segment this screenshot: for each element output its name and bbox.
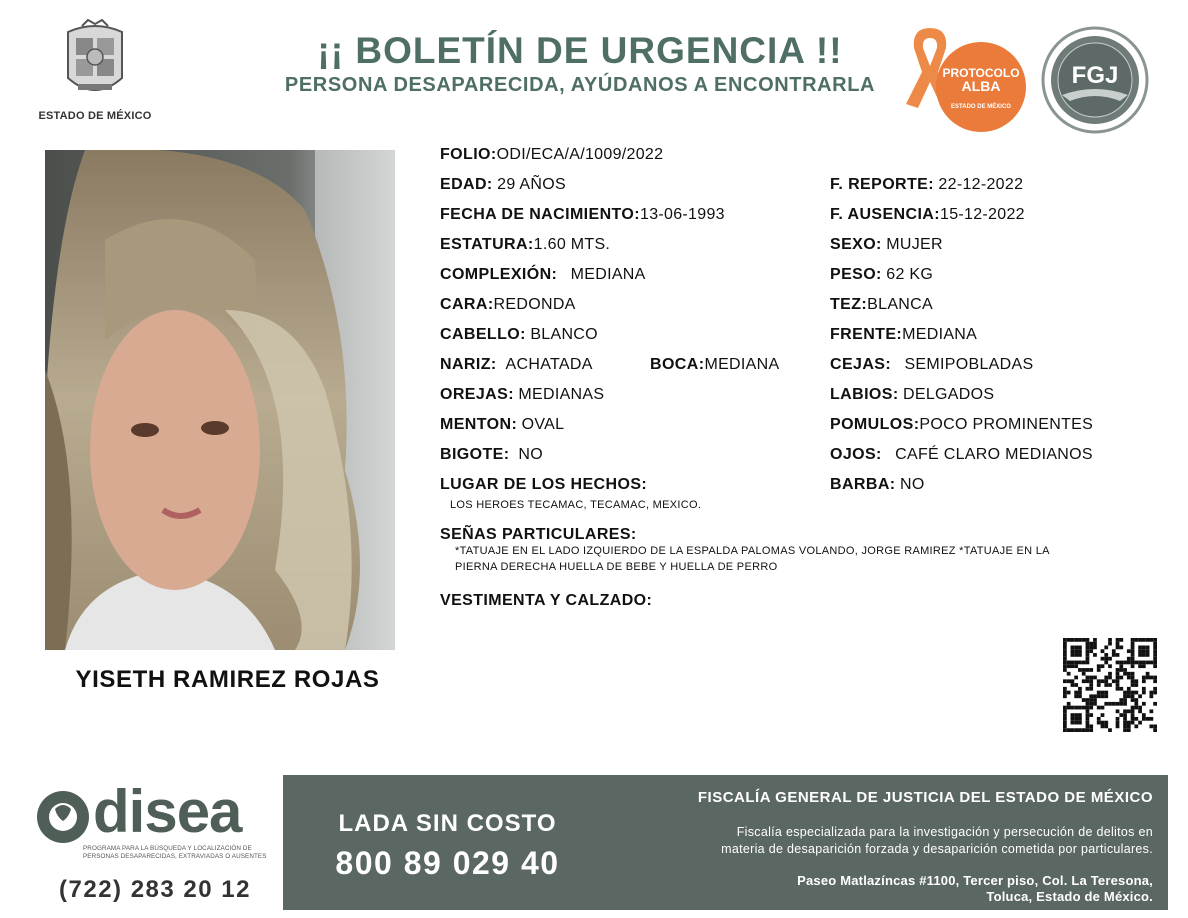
field-label: FOLIO: xyxy=(440,146,497,163)
field-label: F. REPORTE: xyxy=(830,176,934,193)
field-value: 62 KG xyxy=(886,266,934,283)
alba-line1: PROTOCOLO xyxy=(942,66,1020,80)
field-label: CEJAS: xyxy=(830,356,892,373)
field-menton xyxy=(440,415,564,435)
state-label: ESTADO DE MÉXICO xyxy=(38,110,152,122)
field-cabello xyxy=(440,325,598,345)
field-value: MEDIANA xyxy=(902,326,978,343)
qr-code-icon xyxy=(1063,638,1157,732)
field-barba xyxy=(830,475,925,495)
field-value: BLANCA xyxy=(867,296,933,313)
field-label: SEÑAS PARTICULARES: xyxy=(440,526,637,543)
missing-person-photo xyxy=(45,150,395,650)
field-orejas xyxy=(440,385,604,405)
field-value: 15-12-2022 xyxy=(940,206,1025,223)
field-label: BOCA: xyxy=(650,356,705,373)
field-value: POCO PROMINENTES xyxy=(919,416,1094,433)
field-bigote xyxy=(440,445,543,465)
fiscalia-desc-line2: materia de desaparición forzada y desaparición cometida por particulares. xyxy=(721,842,1153,856)
field-estatura xyxy=(440,235,610,255)
field-value: MEDIANAS xyxy=(518,386,605,403)
lada-phone-number[interactable]: 800 89 029 40 xyxy=(335,845,560,881)
field-frente xyxy=(830,325,977,345)
field-label: FRENTE: xyxy=(830,326,903,343)
fiscalia-address xyxy=(605,873,1153,905)
coat-of-arms-icon xyxy=(60,18,130,106)
fgj-text: FGJ xyxy=(1071,62,1119,89)
field-complexion xyxy=(440,265,646,285)
odisea-wordmark: disea xyxy=(93,778,242,845)
field-lugar-label xyxy=(440,475,647,495)
field-pomulos xyxy=(830,415,1093,435)
odisea-logo xyxy=(35,778,270,880)
alba-line2: ALBA xyxy=(961,78,1001,94)
field-f-ausencia xyxy=(830,205,1025,225)
field-value: MEDIANA xyxy=(704,356,780,373)
field-label: CABELLO: xyxy=(440,326,526,343)
bulletin-subtitle: PERSONA DESAPARECIDA, AYÚDANOS A ENCONTRARLA xyxy=(284,74,876,96)
field-value: ODI/ECA/A/1009/2022 xyxy=(496,146,664,163)
fgj-logo xyxy=(1040,25,1150,135)
field-lugar-value: LOS HEROES TECAMAC, TECAMAC, MEXICO. xyxy=(450,499,702,511)
field-senas-line2: PIERNA DERECHA HUELLA DE BEBE Y HUELLA DE PERRO xyxy=(455,561,778,573)
field-label: OREJAS: xyxy=(440,386,514,403)
alba-text xyxy=(936,67,1026,94)
alba-subtext: ESTADO DE MÉXICO xyxy=(951,104,1011,110)
field-edad xyxy=(440,175,566,195)
field-label: CARA: xyxy=(440,296,494,313)
field-label: BARBA: xyxy=(830,476,896,493)
fiscalia-description xyxy=(605,824,1153,858)
field-peso xyxy=(830,265,933,285)
field-senas-label xyxy=(440,525,637,545)
estado-de-mexico-logo xyxy=(30,18,160,122)
field-label: COMPLEXIÓN: xyxy=(440,266,558,283)
field-fecha-nacimiento xyxy=(440,205,725,225)
field-label: BIGOTE: xyxy=(440,446,510,463)
field-value: 22-12-2022 xyxy=(938,176,1024,193)
field-value: 29 AÑOS xyxy=(497,176,566,193)
field-value: MUJER xyxy=(886,236,943,253)
field-value: SEMIPOBLADAS xyxy=(904,356,1034,373)
field-value: 1.60 MTS. xyxy=(533,236,611,253)
field-tez xyxy=(830,295,933,315)
field-value: REDONDA xyxy=(493,296,576,313)
protocolo-alba-logo xyxy=(900,22,1030,132)
field-label: VESTIMENTA Y CALZADO: xyxy=(440,592,653,609)
field-folio xyxy=(440,145,663,165)
field-value: ACHATADA xyxy=(505,356,593,373)
field-value: CAFÉ CLARO MEDIANOS xyxy=(895,446,1093,463)
field-label: F. AUSENCIA: xyxy=(830,206,940,223)
field-nariz xyxy=(440,355,593,375)
odisea-description: PROGRAMA PARA LA BÚSQUEDA Y LOCALIZACIÓN DE PERSONAS DESAPARECIDAS, EXTRAVIADAS O AUSENTES xyxy=(83,845,267,860)
field-label: POMULOS: xyxy=(830,416,920,433)
field-label: TEZ: xyxy=(830,296,868,313)
field-value: NO xyxy=(518,446,543,463)
bulletin-title: ¡¡ BOLETÍN DE URGENCIA !! xyxy=(317,30,843,71)
lada-label: LADA SIN COSTO xyxy=(338,810,557,837)
field-cejas xyxy=(830,355,1033,375)
field-value: BLANCO xyxy=(530,326,598,343)
field-f-reporte xyxy=(830,175,1023,195)
portrait-image xyxy=(45,150,395,650)
field-label: ESTATURA: xyxy=(440,236,534,253)
fiscalia-desc-line1: Fiscalía especializada para la investigación y persecución de delitos en xyxy=(736,825,1153,839)
person-name: YISETH RAMIREZ ROJAS xyxy=(75,666,380,693)
field-ojos xyxy=(830,445,1093,465)
field-label: PESO: xyxy=(830,266,882,283)
field-cara xyxy=(440,295,576,315)
field-labios xyxy=(830,385,994,405)
address-line1: Paseo Matlazíncas #1100, Tercer piso, Col. La Teresona, xyxy=(797,873,1153,888)
field-vestimenta xyxy=(440,591,652,611)
field-value: DELGADOS xyxy=(903,386,995,403)
address-line2: Toluca, Estado de México. xyxy=(986,889,1153,904)
field-label: LUGAR DE LOS HECHOS: xyxy=(440,476,648,493)
field-value: MEDIANA xyxy=(570,266,646,283)
field-boca xyxy=(650,355,779,375)
field-label: MENTON: xyxy=(440,416,518,433)
qr-code[interactable] xyxy=(1063,638,1157,732)
field-value: OVAL xyxy=(521,416,565,433)
field-label: SEXO: xyxy=(830,236,882,253)
field-label: NARIZ: xyxy=(440,356,497,373)
fiscalia-title: FISCALÍA GENERAL DE JUSTICIA DEL ESTADO DE MÉXICO xyxy=(697,789,1153,806)
field-value: 13-06-1993 xyxy=(640,206,725,223)
field-senas-line1: *TATUAJE EN EL LADO IZQUIERDO DE LA ESPALDA PALOMAS VOLANDO, JORGE RAMIREZ *TATUAJE EN LA xyxy=(455,545,1050,557)
field-label: LABIOS: xyxy=(830,386,899,403)
field-label: EDAD: xyxy=(440,176,493,193)
field-sexo xyxy=(830,235,943,255)
field-label: FECHA DE NACIMIENTO: xyxy=(440,206,640,223)
field-label: OJOS: xyxy=(830,446,882,463)
fgj-seal-icon xyxy=(1040,25,1150,135)
odisea-phone[interactable]: (722) 283 20 12 xyxy=(59,876,251,903)
field-value: NO xyxy=(899,476,925,493)
